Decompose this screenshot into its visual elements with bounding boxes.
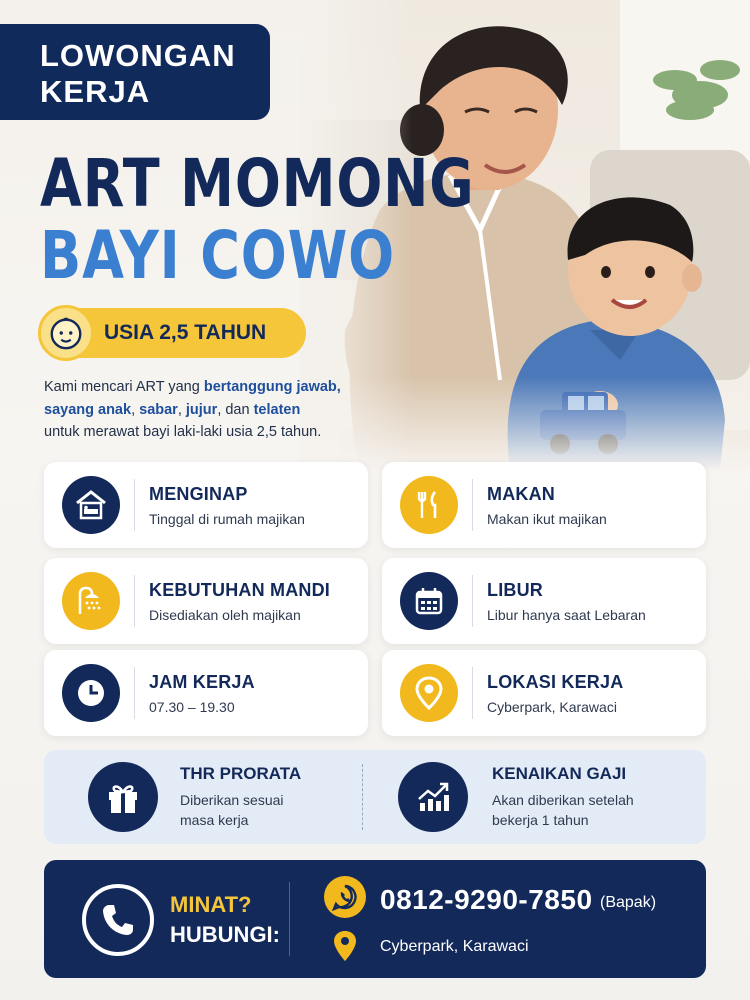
card-makan <box>382 462 706 548</box>
card-sub: Makan ikut majikan <box>487 510 607 527</box>
intro-part: , <box>177 401 186 418</box>
card-title: LOKASI KERJA <box>487 671 624 692</box>
card-sub: Libur hanya saat Lebaran <box>487 606 646 623</box>
card-lokasi <box>382 650 706 736</box>
house-bed-icon <box>62 476 120 534</box>
job-vacancy-badge <box>0 24 270 120</box>
intro-text <box>44 376 374 444</box>
calendar-icon <box>400 572 458 630</box>
intro-part: untuk merawat bayi laki-laki usia 2,5 tahun. <box>44 424 322 440</box>
intro-highlight: bertanggung jawab, <box>203 379 341 395</box>
benefit-title: KENAIKAN GAJI <box>492 764 627 783</box>
benefit-thr <box>88 762 301 832</box>
benefit-sub1: Akan diberikan setelah <box>492 792 634 808</box>
whatsapp-icon[interactable] <box>324 876 366 918</box>
intro-highlight: telaten <box>253 401 301 418</box>
contact-cta <box>170 890 280 950</box>
baby-face-icon <box>38 305 94 361</box>
contact-panel <box>44 860 706 978</box>
location-pin-icon <box>400 664 458 722</box>
contact-location: Cyberpark, Karawaci <box>380 938 529 955</box>
benefits-panel <box>44 750 706 844</box>
intro-highlight: sayang anak <box>44 401 132 418</box>
intro-part: Kami mencari ART yang <box>44 379 204 395</box>
age-badge <box>40 308 306 358</box>
page-title <box>40 145 570 294</box>
card-title: LIBUR <box>487 579 543 600</box>
intro-part: , dan <box>217 401 254 418</box>
badge-line2: KERJA <box>40 74 151 109</box>
phone-icon <box>82 884 154 956</box>
card-title: MAKAN <box>487 483 555 504</box>
card-menginap <box>44 462 368 548</box>
cta-contact: HUBUNGI: <box>170 922 280 947</box>
intro-highlight: sabar <box>139 401 178 418</box>
benefits-divider <box>362 764 363 830</box>
benefit-title: THR PRORATA <box>180 764 302 783</box>
age-text: USIA 2,5 TAHUN <box>104 321 267 344</box>
fork-knife-icon <box>400 476 458 534</box>
card-title: KEBUTUHAN MANDI <box>149 579 330 600</box>
cta-question: MINAT? <box>170 892 252 917</box>
location-pin-icon <box>332 930 358 967</box>
phone-number[interactable]: 0812-9290-7850 <box>380 884 593 915</box>
card-sub: 07.30 – 19.30 <box>149 698 235 715</box>
intro-part: , <box>131 401 140 418</box>
contact-divider <box>289 882 290 956</box>
card-sub: Cyberpark, Karawaci <box>487 698 617 715</box>
intro-highlight: jujur <box>185 401 218 418</box>
card-sub: Disediakan oleh majikan <box>149 606 301 623</box>
benefit-gaji <box>398 762 634 832</box>
card-title: MENGINAP <box>149 483 248 504</box>
gift-icon <box>88 762 158 832</box>
contact-person: (Bapak) <box>600 894 657 911</box>
badge-line1: LOWONGAN <box>40 38 236 73</box>
title-line2: BAYI COWO <box>40 217 395 294</box>
card-mandi <box>44 558 368 644</box>
clock-icon <box>62 664 120 722</box>
growth-chart-icon <box>398 762 468 832</box>
shower-icon <box>62 572 120 630</box>
card-libur <box>382 558 706 644</box>
benefit-sub2: masa kerja <box>180 812 249 828</box>
benefit-sub2: bekerja 1 tahun <box>492 812 589 828</box>
card-sub: Tinggal di rumah majikan <box>149 510 305 527</box>
title-line1: ART MOMONG <box>40 145 475 222</box>
card-title: JAM KERJA <box>149 671 255 692</box>
card-jam-kerja <box>44 650 368 736</box>
benefit-sub1: Diberikan sesuai <box>180 792 284 808</box>
